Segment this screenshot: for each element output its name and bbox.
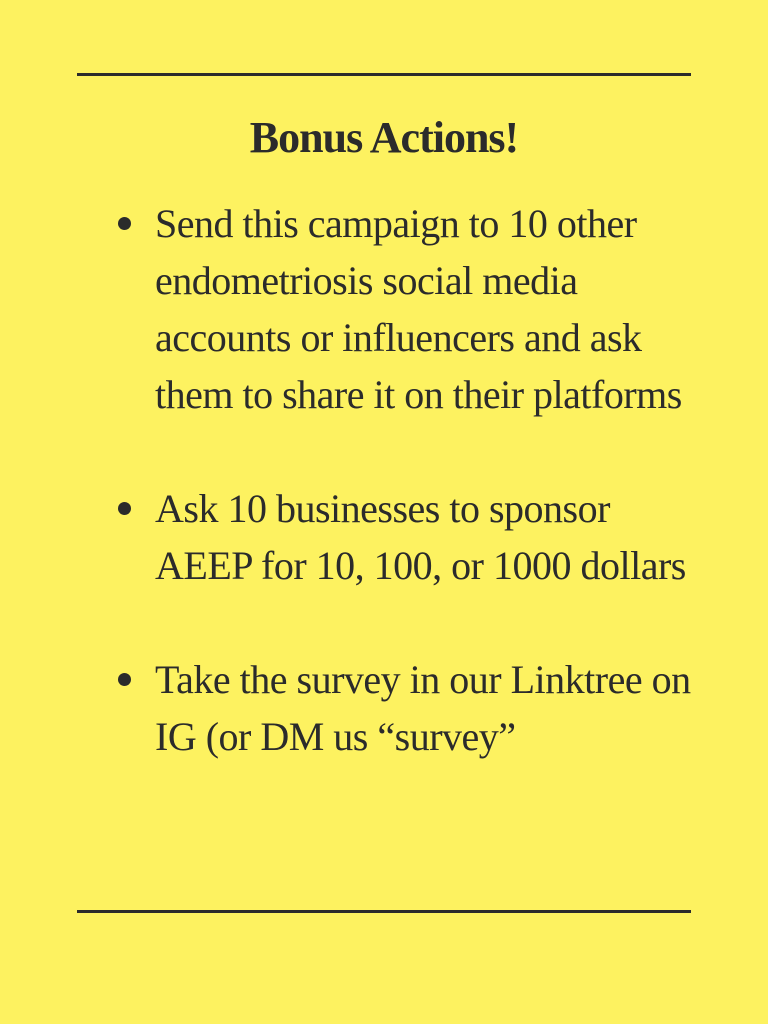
top-divider [77,73,691,76]
list-item-text: Ask 10 businesses to sponsor AEEP for 10, 100, or 1000 dollars [155,486,686,588]
list-item-text: Take the survey in our Linktree on IG (or DM us “survey” [155,657,691,759]
page-title: Bonus Actions! [249,113,519,162]
bottom-divider [77,910,691,913]
list-item-text: Send this campaign to 10 other endometriosis social media accounts or influencers and ask them to share it on their platforms [155,201,682,417]
list-item [110,651,710,765]
bullet-icon [118,217,131,230]
list-item [110,480,710,594]
bonus-actions-list [110,195,710,765]
bullet-icon [118,502,131,515]
list-item [110,195,710,423]
bullet-icon [118,673,131,686]
